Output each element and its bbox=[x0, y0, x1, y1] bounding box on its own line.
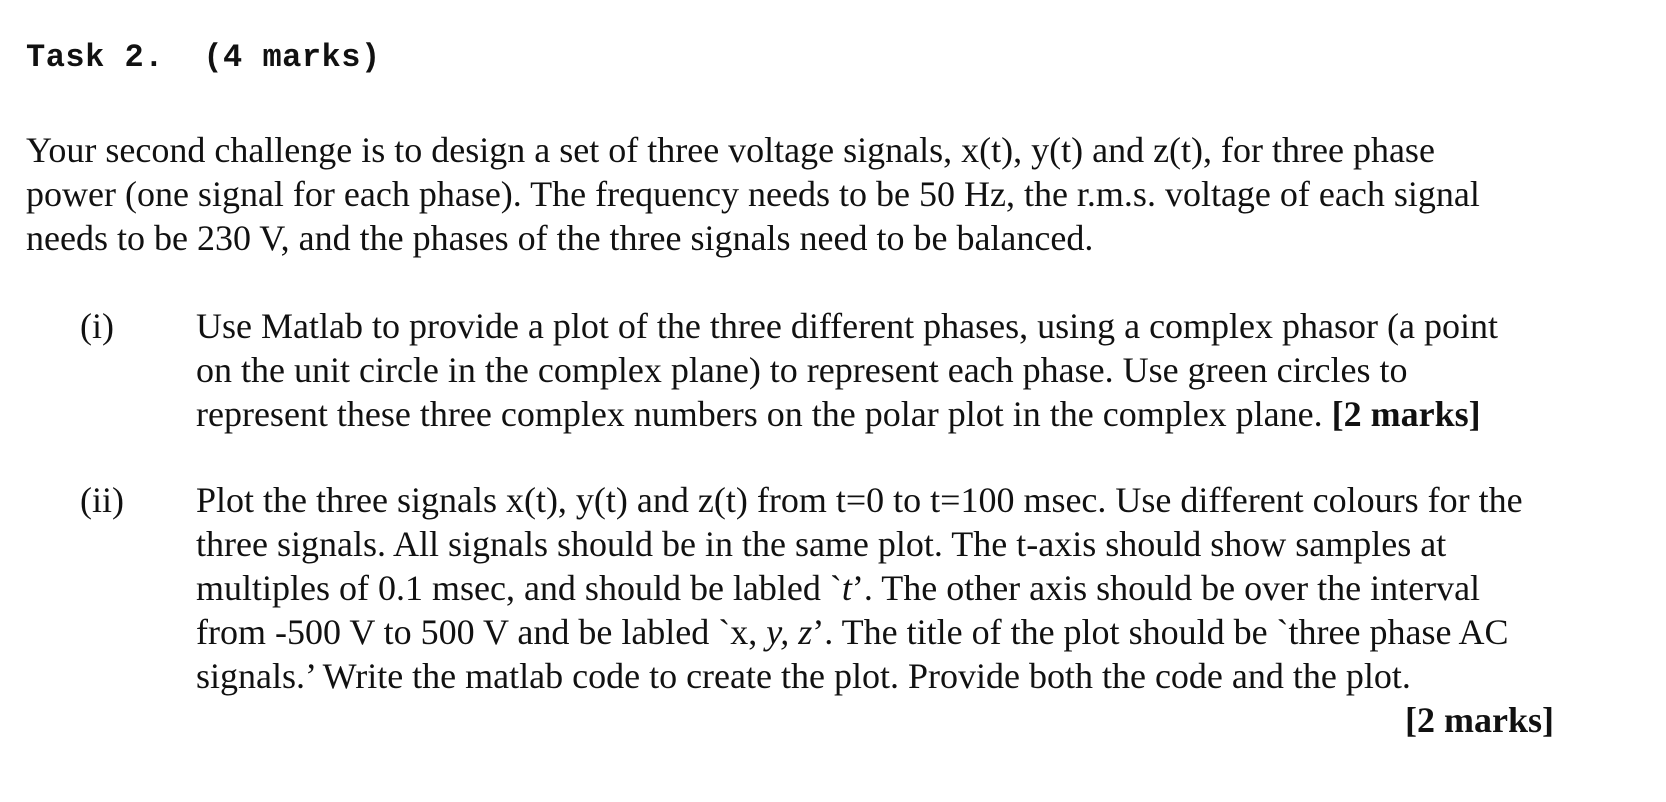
item-ii-line-2: three signals. All signals should be in the same plot. The t-axis should show samples at bbox=[196, 524, 1447, 564]
item-ii-label: (ii) bbox=[80, 480, 124, 520]
item-ii-marks: [2 marks] bbox=[1405, 700, 1554, 740]
intro-line-2: power (one signal for each phase). The frequency needs to be 50 Hz, the r.m.s. voltage of each signal bbox=[26, 174, 1480, 214]
item-i-line-3-text: represent these three complex numbers on the polar plot in the complex plane. bbox=[196, 394, 1332, 434]
item-ii-line-3-pre: multiples of 0.1 msec, and should be labled ` bbox=[196, 568, 842, 608]
intro-line-3: needs to be 230 V, and the phases of the three signals need to be balanced. bbox=[26, 218, 1094, 258]
item-ii-line-3-italic: t bbox=[841, 568, 852, 608]
item-i-text bbox=[196, 304, 1636, 436]
item-i-line-1: Use Matlab to provide a plot of the three different phases, using a complex phasor (a point bbox=[196, 306, 1498, 346]
intro-line-1: Your second challenge is to design a set of three voltage signals, x(t), y(t) and z(t), for three phase bbox=[26, 130, 1435, 170]
item-ii-line-4-pre: from -500 V to 500 V and be labled `x, bbox=[196, 612, 767, 652]
item-ii-line-5: signals.’ Write the matlab code to create the plot. Provide both the code and the plot. bbox=[196, 656, 1411, 696]
task-heading: Task 2. (4 marks) bbox=[26, 39, 381, 76]
item-ii-line-4 bbox=[196, 610, 1636, 654]
item-ii-line-3-post: ’. The other axis should be over the interval bbox=[851, 568, 1481, 608]
item-ii-text bbox=[196, 478, 1636, 698]
item-i-line-2: on the unit circle in the complex plane) to represent each phase. Use green circles to bbox=[196, 350, 1408, 390]
item-ii-line-4-post: ’. The title of the plot should be `three phase AC bbox=[812, 612, 1509, 652]
item-ii-line-3 bbox=[196, 566, 1636, 610]
item-i-line-3 bbox=[196, 392, 1636, 436]
item-i-label: (i) bbox=[80, 306, 114, 346]
intro-paragraph bbox=[26, 128, 1626, 260]
item-i-marks: [2 marks] bbox=[1331, 394, 1481, 434]
item-ii-line-4-italic: y, z bbox=[766, 612, 813, 652]
item-ii-line-1: Plot the three signals x(t), y(t) and z(t) from t=0 to t=100 msec. Use different colours for the bbox=[196, 480, 1523, 520]
